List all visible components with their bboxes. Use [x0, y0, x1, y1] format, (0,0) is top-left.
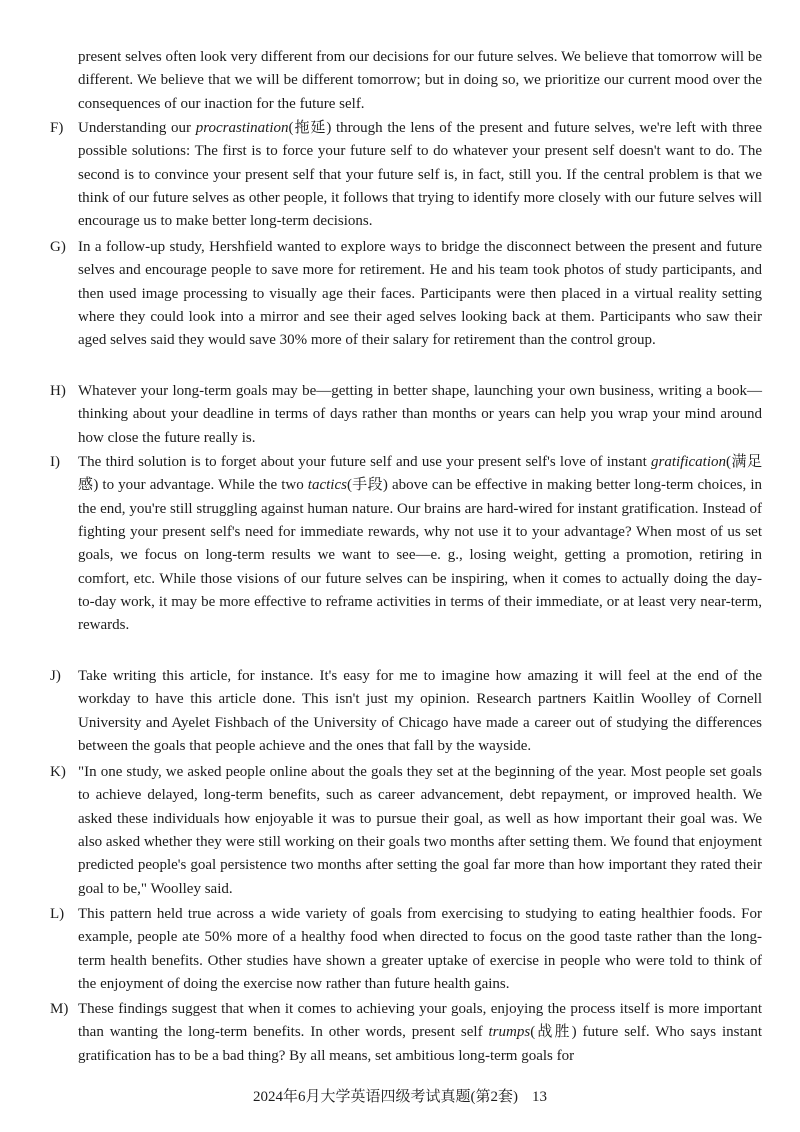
text-run: This pattern held true across a wide variety of goals from exercising to studying to eating healthier foods. For example, people ate 50% more of a healthy food when directed to focus on the good taste rather than the long-term health benefits. Other studies have shown a greater uptake of exercise in people who were told to think of the enjoyment of doing the exercise now rather than future health gains.: [78, 906, 762, 993]
text-run: (满足感) to your advantage. While the two: [78, 454, 762, 494]
italic-term: trumps: [488, 1024, 531, 1041]
paragraph-g: [50, 236, 762, 353]
paragraph-text: [50, 998, 762, 1068]
text-run: (手段) above can be effective in making better long-term choices, in the end, you're still struggling against human nature. Our brains are hard-wired for instant gratification. Instead of fighting your present self's need for immediate rewards, why not use it to your advantage? When most of us set goals, we focus on long-term results we want to see—e. g., losing weight, getting a promotion, retiring in comfort, etc. While those visions of our future selves can be inspiring, when it comes to actually doing the day-to-day work, it may be more effective to reframe activities in terms of their immediate, or at least very near-term, rewards.: [78, 477, 762, 634]
paragraph-text: [50, 380, 762, 450]
italic-term: tactics: [307, 477, 347, 494]
paragraph-f: [50, 117, 762, 234]
intro-text: present selves often look very different from our decisions for our future selves. We believe that tomorrow will be different. We believe that we will be different tomorrow; but in doing so, we prioritize our current mood over the consequences of our inaction for the future self.: [78, 49, 762, 112]
italic-term: procrastination: [195, 120, 289, 136]
text-run: Take writing this article, for instance. It's easy for me to imagine how amazing it will feel at the end of the workday to have this article done. This isn't just my opinion. Research partners Kaitlin Woolley of Cornell University and Ayelet Fishbach of the University of Chicago have made a career out of studying the differences between the goals that people achieve and the ones that fall by the wayside.: [78, 668, 762, 755]
text-run: These findings suggest that when it comes to achieving your goals, enjoying the process itself is more important than wanting the long-term benefits. In other words, present self: [78, 1001, 762, 1041]
intro-paragraph: [50, 46, 762, 116]
page-footer: [0, 1086, 800, 1108]
paragraph-text: [50, 665, 762, 758]
paragraph-text: [50, 451, 762, 638]
paragraph-text: [50, 903, 762, 996]
paragraph-letter: L): [50, 906, 65, 922]
paragraph-k: [50, 761, 762, 901]
text-run: Understanding our: [78, 120, 196, 136]
italic-term: gratification: [651, 454, 726, 470]
paragraph-l: [50, 903, 762, 996]
paragraph-text: [50, 236, 762, 353]
text-run: The third solution is to forget about your future self and use your present self's love of instant: [78, 454, 651, 470]
text-run: (拖延) through the lens of the present and future selves, we're left with three possible solutions: The first is to force your future self to do whatever your present self doesn't want to do. The second is to convince your present self that your future self is, in fact, still you. If the central problem is that we think of our future selves as other people, it follows that trying to identify more closely with our future selves will encourage us to make better long-term decisions.: [78, 120, 762, 230]
paragraph-j: [50, 665, 762, 758]
paragraph-letter: K): [50, 764, 66, 780]
paragraph-letter: G): [50, 239, 66, 255]
paragraph-i: [50, 451, 762, 638]
paragraph-h: [50, 380, 762, 450]
page-number: 13: [532, 1089, 547, 1105]
text-run: In a follow-up study, Hershfield wanted to explore ways to bridge the disconnect between the present and future selves and encourage people to save more for retirement. He and his team took photos of study participants, and then used image processing to visually age their faces. Participants were then placed in a virtual reality setting where they could look into a mirror and see their aged selves looking back at them. Participants who saw their aged selves said they would save 30% more of their salary for retirement than the control group.: [78, 239, 762, 349]
paragraph-text: [50, 761, 762, 901]
paragraph-letter: H): [50, 383, 66, 399]
paragraph-text: [50, 117, 762, 234]
paragraph-letter: J): [50, 668, 61, 684]
text-run: (战胜) future self. Who says instant gratification has to be a bad thing? By all means, set ambitious long-term goals for: [78, 1024, 763, 1064]
text-run: "In one study, we asked people online about the goals they set at the beginning of the year. Most people set goals to achieve delayed, long-term benefits, such as career advancement, debt repayment, or improved health. We asked these individuals how enjoyable it was to pursue their goal, as well as how important their goal was. We also asked whether they were still working on their goals two months after setting them. We found that enjoyment predicted people's goal persistence two months after setting the goal far more than how important they rated their goal to be," Woolley said.: [78, 764, 762, 897]
exam-title: 2024年6月大学英语四级考试真题(第2套): [253, 1089, 518, 1105]
paragraph-m: [50, 998, 762, 1068]
paragraph-letter: F): [50, 120, 64, 136]
paragraph-letter: M): [50, 1001, 69, 1017]
paragraph-letter: I): [50, 454, 60, 470]
text-run: Whatever your long-term goals may be—getting in better shape, launching your own business, writing a book—thinking about your deadline in terms of days rather than months or years can help you wrap your mind around how close the future really is.: [78, 383, 762, 446]
